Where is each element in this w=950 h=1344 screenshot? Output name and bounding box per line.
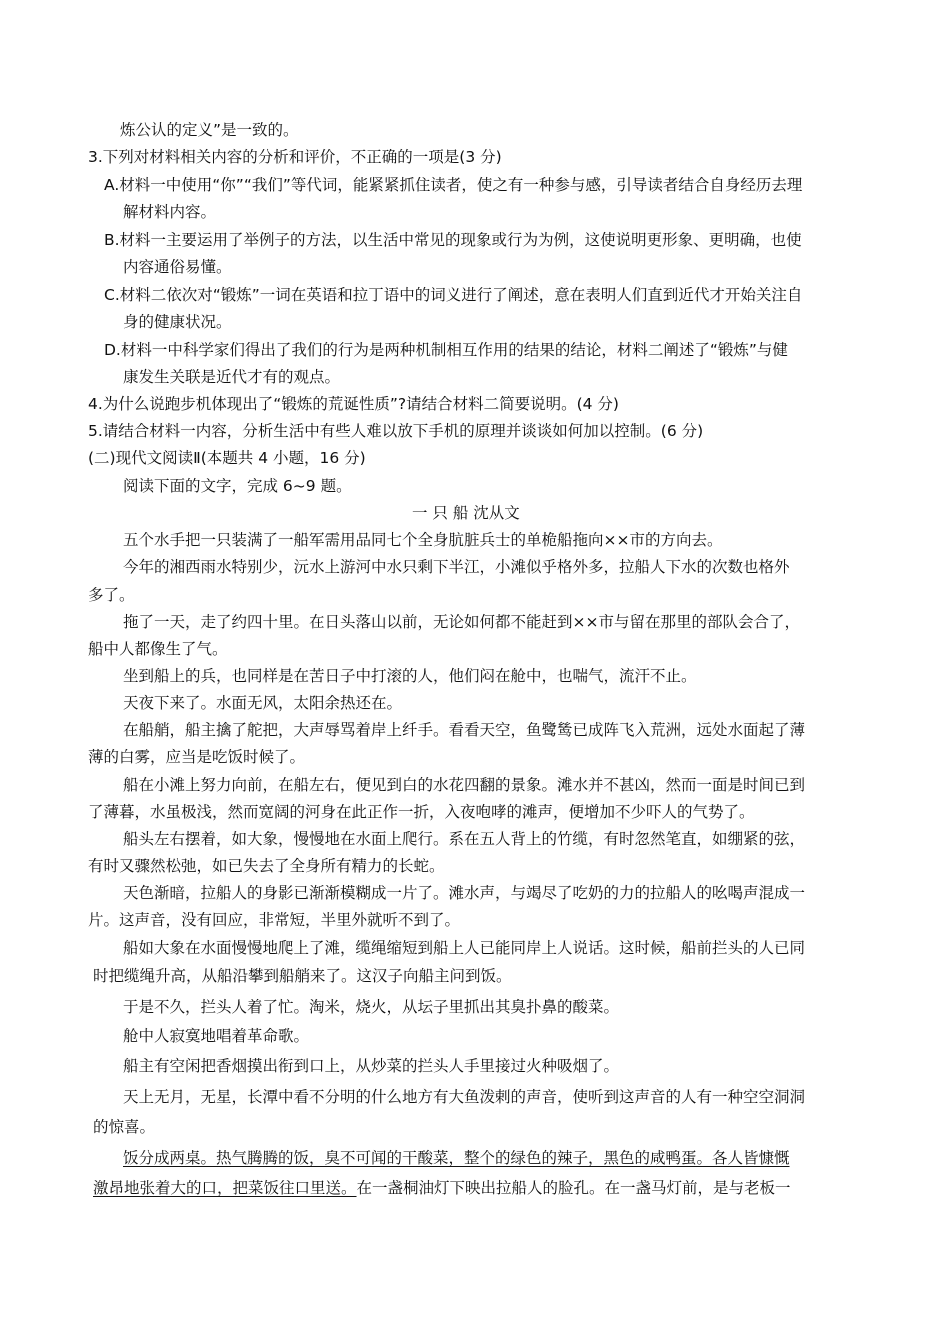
paragraph: 船主有空闲把香烟摸出衔到口上，从炒菜的拦头人手里接过火种吸烟了。 xyxy=(123,1057,620,1075)
paragraph: 拖了一天，走了约四十里。在日头落山以前，无论如何都不能赶到××市与留在那里的部队会合了， xyxy=(123,613,800,631)
option-a-continued: 解材料内容。 xyxy=(123,203,217,221)
paragraph-last-line xyxy=(93,1178,791,1198)
text-line: 炼公认的定义”是一致的。 xyxy=(120,121,299,139)
paragraph-continued: 的惊喜。 xyxy=(93,1118,156,1136)
paragraph: 天夜下来了。水面无风，太阳余热还在。 xyxy=(123,694,403,712)
paragraph: 船头左右摆着，如大象，慢慢地在水面上爬行。系在五人背上的竹缆，有时忽然笔直，如绷紧的弦， xyxy=(123,830,806,848)
paragraph-continued: 薄的白雾，应当是吃饭时候了。 xyxy=(88,748,306,766)
option-a: A.材料一中使用“你”“我们”等代词，能紧紧抓住读者，使之有一种参与感，引导读者结合自身经历去理 xyxy=(104,176,803,194)
paragraph: 舱中人寂寞地唱着革命歌。 xyxy=(123,1027,310,1045)
paragraph: 今年的湘西雨水特别少，沅水上游河中水只剩下半江，小滩似乎格外多，拉船人下水的次数也格外 xyxy=(123,558,790,576)
article-title: 一 只 船 沈从文 xyxy=(412,504,520,522)
option-d: D.材料一中科学家们得出了我们的行为是两种机制相互作用的结果的结论，材料二阐述了“锻炼”与健 xyxy=(104,341,788,359)
paragraph: 五个水手把一只装满了一船军需用品同七个全身肮脏兵士的单桅船拖向××市的方向去。 xyxy=(123,531,723,549)
instruction: 阅读下面的文字，完成 6~9 题。 xyxy=(123,477,352,495)
option-c-continued: 身的健康状况。 xyxy=(123,313,232,331)
paragraph-tail: 在一盏桐油灯下映出拉船人的脸孔。在一盏马灯前，是与老板一 xyxy=(356,1179,791,1197)
paragraph-continued: 片。这声音，没有回应，非常短，半里外就听不到了。 xyxy=(88,911,461,929)
paragraph: 于是不久，拦头人着了忙。淘米，烧火，从坛子里抓出其臭扑鼻的酸菜。 xyxy=(123,998,620,1016)
underlined-passage-end: 激昂地张着大的口，把菜饭往口里送。 xyxy=(93,1179,357,1197)
section-heading: (二)现代文阅读Ⅱ(本题共 4 小题，16 分) xyxy=(88,449,366,467)
paragraph: 船在小滩上努力向前，在船左右，便见到白的水花四翻的景象。滩水并不甚凶，然而一面是时间已到 xyxy=(123,776,806,794)
question-3: 3.下列对材料相关内容的分析和评价，不正确的一项是(3 分) xyxy=(88,148,502,166)
paragraph: 船如大象在水面慢慢地爬上了滩，缆绳缩短到船上人已能同岸上人说话。这时候，船前拦头的人已同 xyxy=(123,939,806,957)
paragraph-continued: 多了。 xyxy=(88,586,135,604)
question-5: 5.请结合材料一内容，分析生活中有些人难以放下手机的原理并谈谈如何加以控制。(6 分) xyxy=(88,422,704,440)
paragraph-continued: 有时又骤然松弛，如已失去了全身所有精力的长蛇。 xyxy=(88,857,445,875)
paragraph-continued: 了薄暮，水虽极浅，然而宽阔的河身在此正作一折，入夜咆哮的滩声，便增加不少吓人的气势了。 xyxy=(88,803,755,821)
paragraph: 坐到船上的兵，也同样是在苦日子中打滚的人，他们闷在舱中，也喘气，流汗不止。 xyxy=(123,667,697,685)
paragraph: 在船艄，船主擒了舵把，大声辱骂着岸上纤手。看看天空，鱼鹭鸶已成阵飞入荒洲，远处水面起了薄 xyxy=(123,721,806,739)
option-b-continued: 内容通俗易懂。 xyxy=(123,258,232,276)
paragraph: 天上无月，无星，长潭中看不分明的什么地方有大鱼泼剌的声音，使听到这声音的人有一种空空洞洞 xyxy=(123,1088,806,1106)
question-4: 4.为什么说跑步机体现出了“锻炼的荒诞性质”?请结合材料二简要说明。(4 分) xyxy=(88,395,619,413)
underlined-passage: 饭分成两桌。热气腾腾的饭，臭不可闻的干酸菜，整个的绿色的辣子，黑色的咸鸭蛋。各人皆慷慨 xyxy=(123,1149,790,1167)
option-b: B.材料一主要运用了举例子的方法，以生活中常见的现象或行为为例，这使说明更形象、更明确，也使 xyxy=(104,231,802,249)
paragraph-continued: 船中人都像生了气。 xyxy=(88,640,228,658)
option-d-continued: 康发生关联是近代才有的观点。 xyxy=(123,368,341,386)
paragraph: 天色渐暗，拉船人的身影已渐渐模糊成一片了。滩水声，与竭尽了吃奶的力的拉船人的吆喝声混成一 xyxy=(123,884,806,902)
paragraph-continued: 时把缆绳升高，从船沿攀到船艄来了。这汉子向船主问到饭。 xyxy=(93,967,512,985)
option-c: C.材料二依次对“锻炼”一词在英语和拉丁语中的词义进行了阐述，意在表明人们直到近代才开始关注自 xyxy=(104,286,803,304)
